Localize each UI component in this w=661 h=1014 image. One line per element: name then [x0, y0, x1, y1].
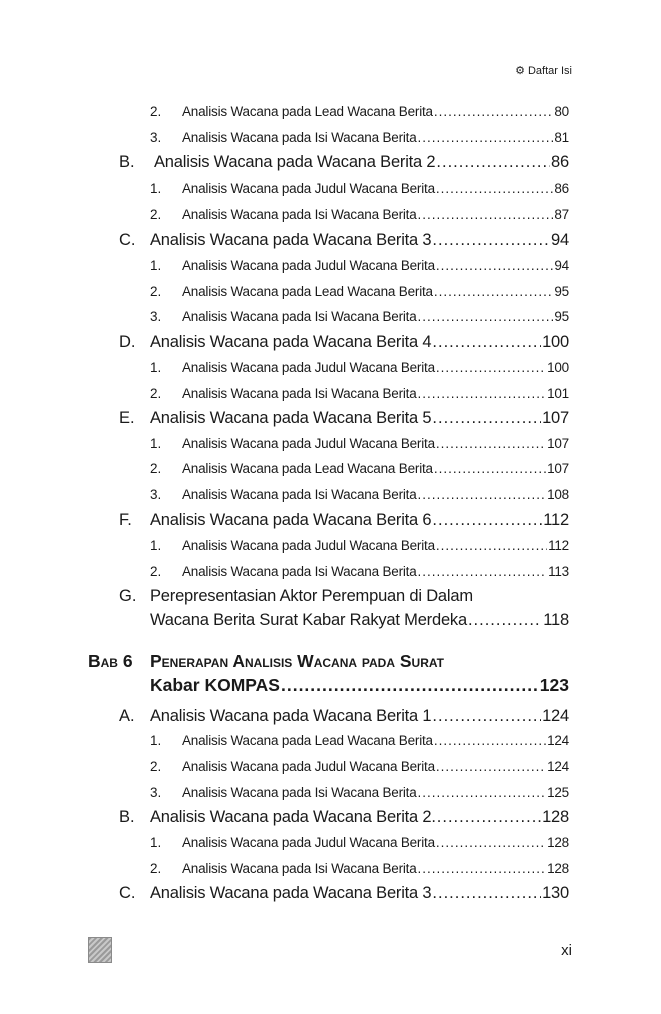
toc-section[interactable] — [150, 611, 569, 630]
toc-letter: C. — [119, 231, 136, 249]
toc-letter: D. — [119, 333, 136, 351]
toc-page-number: 94 — [551, 231, 569, 249]
toc-number: 3. — [150, 785, 162, 800]
toc-number: 3. — [150, 130, 162, 145]
toc-entry[interactable] — [182, 258, 569, 273]
toc-section-title: Analisis Wacana pada Wacana Berita 5 — [150, 409, 432, 427]
toc-entry[interactable] — [182, 436, 569, 451]
toc-page-number: 100 — [547, 360, 569, 375]
publisher-logo-icon — [88, 937, 112, 963]
running-header — [515, 65, 572, 77]
dot-leader — [418, 309, 554, 324]
toc-page-number: 107 — [542, 409, 569, 427]
toc-letter: A. — [119, 707, 135, 725]
dot-leader — [436, 181, 553, 196]
chapter-page-number: 123 — [539, 675, 569, 695]
toc-page-number: 80 — [554, 104, 569, 119]
toc-entry-title: Analisis Wacana pada Isi Wacana Berita — [182, 130, 417, 145]
dot-leader — [436, 436, 546, 451]
dot-leader — [432, 511, 542, 530]
dot-leader — [436, 360, 546, 375]
toc-entry-title: Analisis Wacana pada Lead Wacana Berita — [182, 104, 433, 119]
toc-page-number: 124 — [542, 707, 569, 725]
toc-page-number: 86 — [551, 153, 569, 171]
toc-page-number: 128 — [547, 861, 569, 876]
toc-page-number: 112 — [543, 511, 569, 529]
toc-page-number: 112 — [548, 538, 569, 553]
toc-section-title: Analisis Wacana pada Wacana Berita 1 — [150, 707, 432, 725]
dot-leader — [436, 835, 546, 850]
toc-page-number: 81 — [554, 130, 569, 145]
toc-section[interactable] — [150, 231, 569, 250]
toc-letter: B. — [119, 808, 135, 826]
toc-number: 1. — [150, 360, 162, 375]
toc-entry-title: Analisis Wacana pada Isi Wacana Berita — [182, 564, 417, 579]
toc-letter: B. — [119, 153, 135, 171]
toc-page-number: 100 — [542, 333, 569, 351]
toc-section[interactable] — [150, 884, 569, 903]
toc-entry[interactable] — [182, 386, 569, 401]
toc-page-number: 130 — [542, 884, 569, 902]
toc-entry[interactable] — [182, 309, 569, 324]
toc-entry-title: Analisis Wacana pada Lead Wacana Berita — [182, 461, 433, 476]
dot-leader — [434, 461, 546, 476]
dot-leader — [432, 409, 541, 428]
toc-entry[interactable] — [182, 835, 569, 850]
toc-section-title: Analisis Wacana pada Wacana Berita 4 — [150, 333, 432, 351]
toc-entry[interactable] — [182, 785, 569, 800]
toc-number: 3. — [150, 487, 162, 502]
toc-section[interactable] — [154, 153, 569, 172]
toc-section[interactable] — [150, 511, 569, 530]
toc-number: 2. — [150, 461, 162, 476]
toc-entry-title: Analisis Wacana pada Judul Wacana Berita — [182, 538, 435, 553]
dot-leader — [437, 808, 541, 827]
dot-leader — [418, 564, 548, 579]
toc-letter: G. — [119, 587, 137, 605]
toc-number: 1. — [150, 181, 162, 196]
toc-entry[interactable] — [182, 130, 569, 145]
toc-entry[interactable] — [182, 733, 569, 748]
toc-page-number: 124 — [547, 733, 569, 748]
dot-leader — [436, 153, 550, 172]
chapter-heading[interactable] — [150, 675, 569, 696]
gear-icon: ⚙ — [515, 64, 525, 77]
dot-leader — [432, 707, 541, 726]
toc-entry[interactable] — [182, 487, 569, 502]
toc-section-title: Analisis Wacana pada Wacana Berita 3 — [150, 884, 432, 902]
toc-section[interactable] — [150, 409, 569, 428]
toc-number: 2. — [150, 564, 162, 579]
toc-section-title: Wacana Berita Surat Kabar Rakyat Merdeka — [150, 611, 467, 629]
toc-number: 1. — [150, 835, 162, 850]
toc-entry-title: Analisis Wacana pada Isi Wacana Berita — [182, 487, 417, 502]
toc-section-title: Analisis Wacana pada Wacana Berita 2. — [150, 808, 436, 826]
toc-page-number: 113 — [548, 564, 569, 579]
toc-page-number: 86 — [554, 181, 569, 196]
toc-entry[interactable] — [182, 538, 569, 553]
toc-section[interactable] — [150, 333, 569, 352]
toc-entry-title: Analisis Wacana pada Judul Wacana Berita — [182, 759, 435, 774]
toc-page-number: 128 — [542, 808, 569, 826]
dot-leader — [432, 231, 550, 250]
toc-page-number: 128 — [547, 835, 569, 850]
dot-leader — [432, 884, 541, 903]
toc-entry-title: Analisis Wacana pada Judul Wacana Berita — [182, 258, 435, 273]
toc-entry[interactable] — [182, 861, 569, 876]
dot-leader — [436, 759, 546, 774]
toc-entry-title: Analisis Wacana pada Isi Wacana Berita — [182, 861, 417, 876]
toc-number: 2. — [150, 759, 162, 774]
header-title: Daftar Isi — [527, 65, 572, 77]
toc-page-number: 124 — [547, 759, 569, 774]
dot-leader — [436, 258, 553, 273]
dot-leader — [434, 284, 554, 299]
toc-page-number: 95 — [554, 309, 569, 324]
chapter-title: Kabar KOMPAS — [150, 675, 280, 695]
toc-page-number: 118 — [543, 611, 569, 629]
toc-page-number: 95 — [554, 284, 569, 299]
toc-page-number: 101 — [547, 386, 569, 401]
toc-page-number: 107 — [547, 461, 569, 476]
toc-page-number: 107 — [547, 436, 569, 451]
toc-number: 1. — [150, 538, 162, 553]
dot-leader — [468, 611, 542, 630]
toc-number: 2. — [150, 104, 162, 119]
toc-letter: E. — [119, 409, 135, 427]
dot-leader — [418, 130, 554, 145]
toc-entry-title: Analisis Wacana pada Judul Wacana Berita — [182, 360, 435, 375]
dot-leader — [281, 675, 539, 696]
toc-section-title: Analisis Wacana pada Wacana Berita 6 — [150, 511, 432, 529]
toc-page-number: 87 — [554, 207, 569, 222]
toc-entry[interactable] — [182, 181, 569, 196]
toc-letter: F. — [119, 511, 132, 529]
dot-leader — [418, 386, 547, 401]
toc-entry[interactable] — [182, 207, 569, 222]
toc-entry-title: Analisis Wacana pada Isi Wacana Berita — [182, 207, 417, 222]
toc-number: 2. — [150, 861, 162, 876]
dot-leader — [418, 487, 547, 502]
toc-entry[interactable] — [182, 284, 569, 299]
toc-entry[interactable] — [182, 759, 569, 774]
toc-page-number: 94 — [554, 258, 569, 273]
toc-number: 1. — [150, 733, 162, 748]
dot-leader — [418, 785, 547, 800]
page-number: xi — [561, 942, 572, 959]
toc-entry-title: Analisis Wacana pada Lead Wacana Berita — [182, 284, 433, 299]
toc-number: 2. — [150, 386, 162, 401]
toc-section-title: Analisis Wacana pada Wacana Berita 3 — [150, 231, 432, 249]
toc-entry-title: Analisis Wacana pada Isi Wacana Berita — [182, 386, 417, 401]
toc-page-number: 125 — [547, 785, 569, 800]
toc-entry-title: Analisis Wacana pada Isi Wacana Berita — [182, 309, 417, 324]
toc-entry-title: Analisis Wacana pada Judul Wacana Berita — [182, 835, 435, 850]
toc-entry[interactable] — [182, 360, 569, 375]
toc-section[interactable] — [150, 808, 569, 827]
toc-entry[interactable] — [182, 104, 569, 119]
toc-section[interactable] — [150, 707, 569, 726]
toc-section-title: Analisis Wacana pada Wacana Berita 2 — [154, 153, 436, 171]
dot-leader — [434, 733, 546, 748]
toc-number: 3. — [150, 309, 162, 324]
dot-leader — [436, 538, 547, 553]
toc-page-number: 108 — [547, 487, 569, 502]
dot-leader — [418, 861, 547, 876]
toc-number: 1. — [150, 436, 162, 451]
toc-entry-title: Analisis Wacana pada Judul Wacana Berita — [182, 436, 435, 451]
dot-leader — [432, 333, 541, 352]
chapter-title-line1: Penerapan Analisis Wacana pada Surat — [150, 651, 444, 671]
dot-leader — [434, 104, 554, 119]
toc-entry[interactable] — [182, 461, 569, 476]
toc-letter: C. — [119, 884, 136, 902]
toc-entry[interactable] — [182, 564, 569, 579]
toc-number: 2. — [150, 207, 162, 222]
toc-section-title-line1: Perepresentasian Aktor Perempuan di Dalam — [150, 587, 473, 605]
toc-entry-title: Analisis Wacana pada Lead Wacana Berita — [182, 733, 433, 748]
chapter-label: Bab 6 — [88, 651, 133, 671]
toc-entry-title: Analisis Wacana pada Judul Wacana Berita — [182, 181, 435, 196]
toc-number: 1. — [150, 258, 162, 273]
toc-number: 2. — [150, 284, 162, 299]
dot-leader — [418, 207, 554, 222]
toc-entry-title: Analisis Wacana pada Isi Wacana Berita — [182, 785, 417, 800]
